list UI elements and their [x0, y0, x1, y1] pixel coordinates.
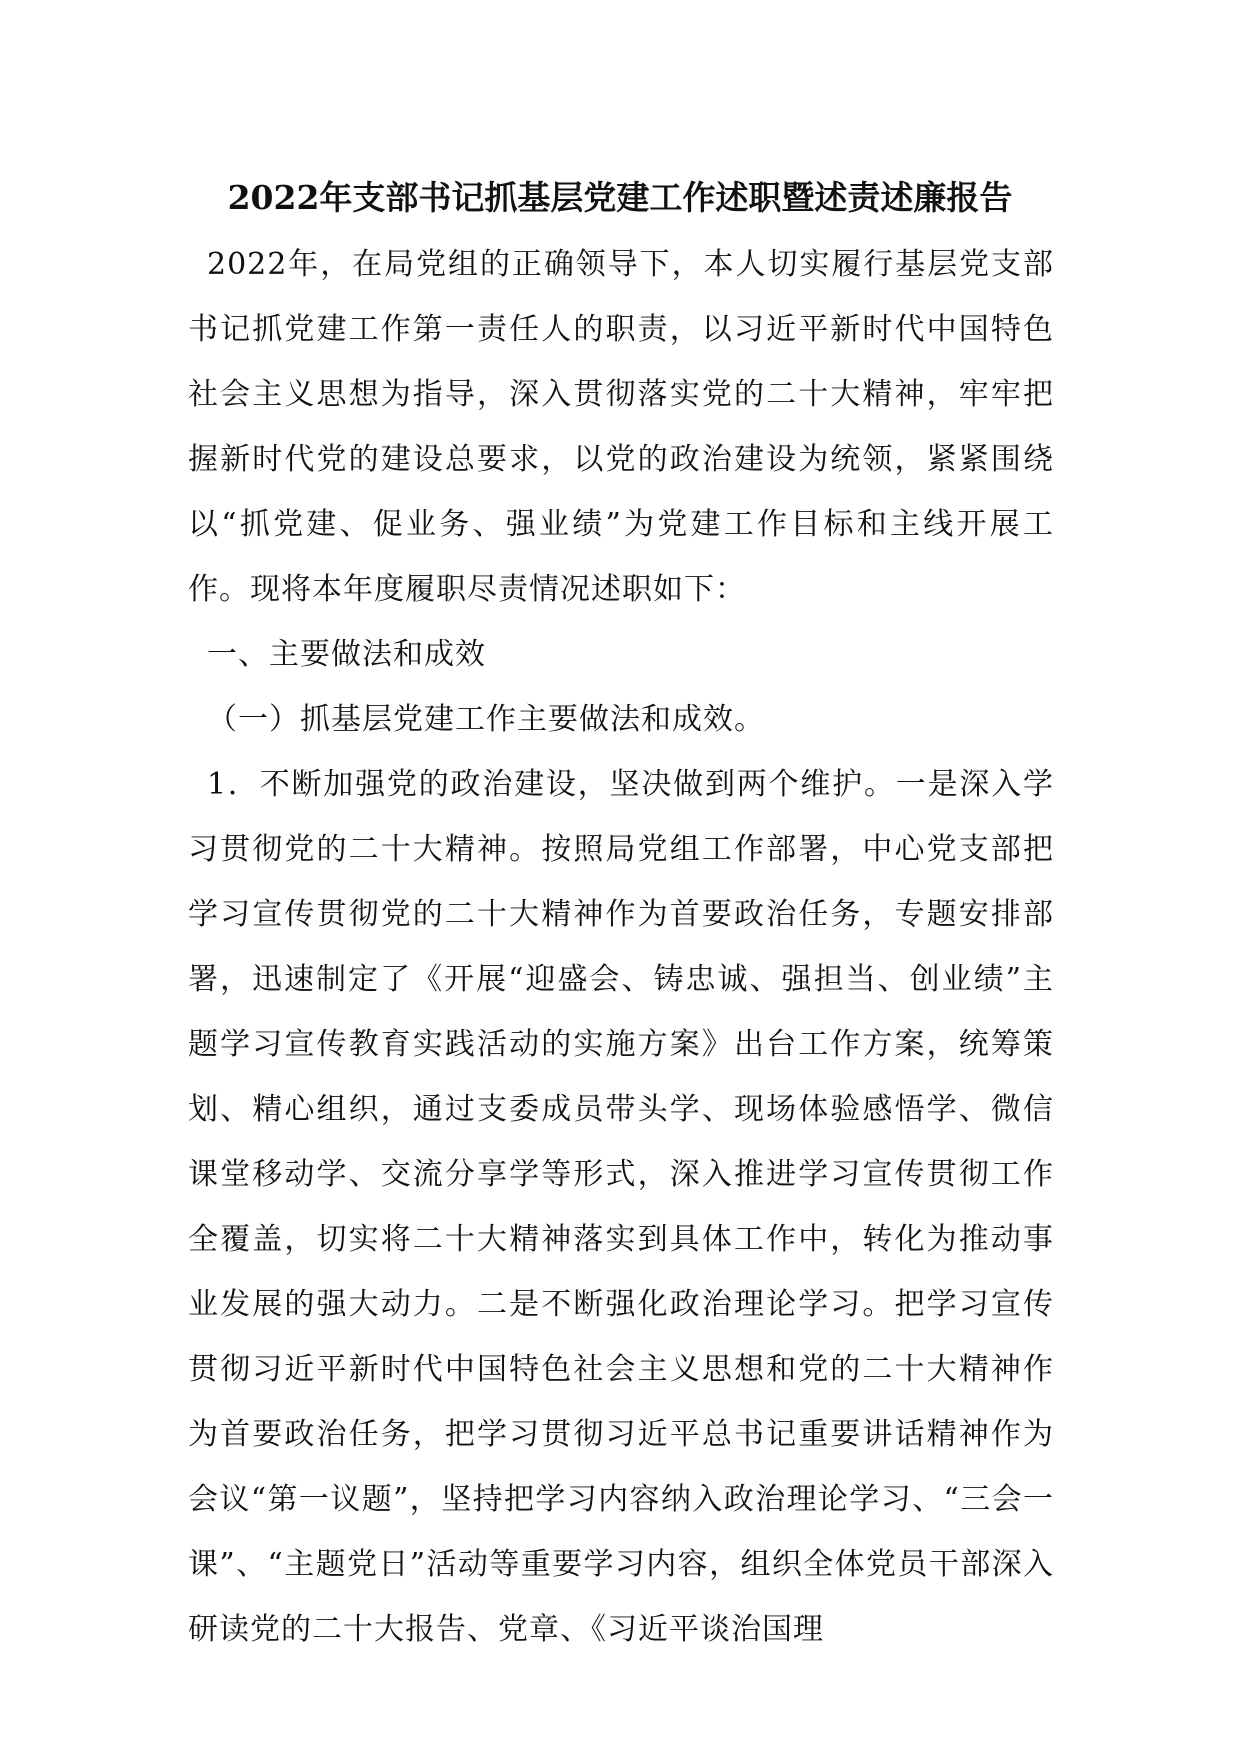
section-heading: 一、主要做法和成效: [207, 637, 486, 672]
document-title: 2022年支部书记抓基层党建工作述职暨述责述廉报告: [227, 178, 1013, 217]
subsection-heading: （一）抓基层党建工作主要做法和成效。: [207, 702, 765, 737]
body-paragraph: 1．不断加强党的政治建设，坚决做到两个维护。一是深入学习贯彻党的二十大精神。按照局党组工作部署，中心党支部把学习宣传贯彻党的二十大精神作为首要政治任务，专题安排部署，迅速制定了《开展“迎盛会、铸忠诚、强担当、创业绩”主题学习宣传教育实践活动的实施方案》出台工作方案，统筹策划、精心组织，通过支委成员带头学、现场体验感悟学、微信课堂移动学、交流分享学等形式，深入推进学习宣传贯彻工作全覆盖，切实将二十大精神落实到具体工作中，转化为推动事业发展的强大动力。二是不断强化政治理论学习。把学习宣传贯彻习近平新时代中国特色社会主义思想和党的二十大精神作为首要政治任务，把学习贯彻习近平总书记重要讲话精神作为会议“第一议题”，坚持把学习内容纳入政治理论学习、“三会一课”、“主题党日”活动等重要学习内容，组织全体党员干部深入研读党的二十大报告、党章、《习近平谈治国理: [188, 767, 1054, 1647]
intro-paragraph: 2022年，在局党组的正确领导下，本人切实履行基层党支部书记抓党建工作第一责任人的职责，以习近平新时代中国特色社会主义思想为指导，深入贯彻落实党的二十大精神，牢牢把握新时代党的建设总要求，以党的政治建设为统领，紧紧围绕以“抓党建、促业务、强业绩”为党建工作目标和主线开展工作。现将本年度履职尽责情况述职如下：: [188, 247, 1054, 607]
document-body: [188, 232, 1054, 1662]
